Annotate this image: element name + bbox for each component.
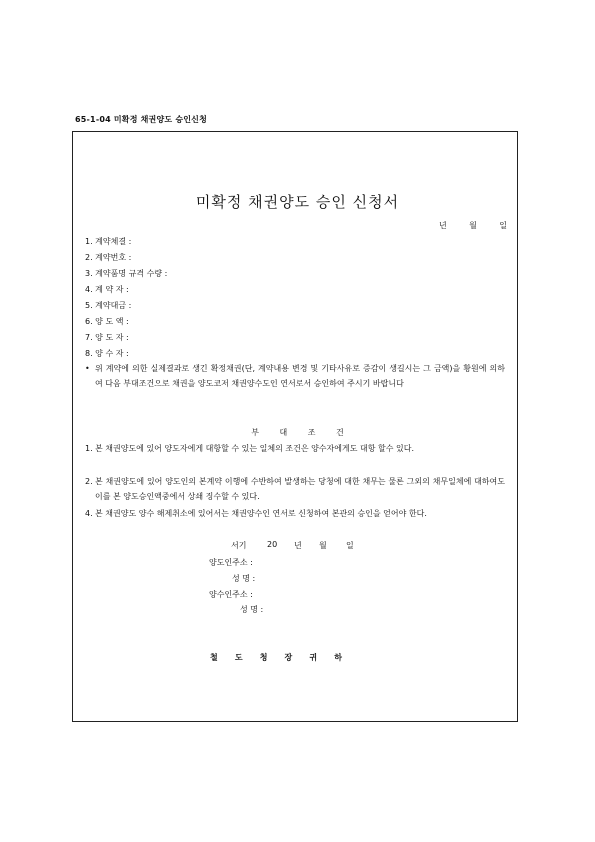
date-year-label: 년 [439, 221, 447, 230]
condition-4-text: 본 채권양도 양수 해제취소에 있어서는 채권양수인 연서로 신청하여 본관의 승인을 얻어야 한다. [95, 509, 427, 518]
condition-1-number: 1. [85, 444, 93, 453]
authority-char-3: 청 [259, 653, 268, 662]
date-day-label: 일 [499, 221, 507, 230]
authority-char-1: 철 [210, 653, 218, 662]
sign-date-label: 서기 [231, 541, 247, 550]
sign-year-prefix: 20 [267, 540, 278, 549]
assignor-address-field: 양도인주소 : [209, 558, 253, 567]
item-contract-number: 2. 계약번호 : [85, 253, 132, 262]
item-contractor: 4. 계 약 자 : [85, 285, 129, 294]
authority-char-2: 도 [234, 653, 243, 662]
document-title: 미확정 채권양도 승인 신청서 [195, 193, 400, 211]
sign-year-label: 년 [294, 541, 302, 550]
authority-char-6: 하 [334, 653, 342, 662]
sign-month-label: 월 [319, 541, 327, 550]
condition-4-number: 4. [85, 509, 93, 518]
condition-2 [85, 474, 505, 504]
item-product-spec: 3. 계약품명 규격 수량 : [85, 269, 168, 278]
request-text: 위 계약에 의한 실제결과로 생긴 확정채권(단, 계약내용 변경 및 기타사유로 증감이 생길시는 그 금액)을 황원에 의하여 다음 부대조건으로 채권을 양도코저 채권양수도인 연서로서 승인하여 주시기 바랍니다 [95, 364, 505, 388]
item-contract-date: 1. 계약체결 : [85, 237, 132, 246]
item-assignee: 8. 양 수 자 : [85, 349, 129, 358]
condition-1-text: 본 채권양도에 있어 양도자에게 대항할 수 있는 일체의 조건은 양수자에게도 대항 할수 있다. [95, 444, 414, 453]
conditions-heading: 부 대 조 건 [251, 428, 353, 437]
header-date [439, 220, 507, 231]
condition-4 [85, 506, 505, 521]
date-month-label: 월 [469, 221, 477, 230]
item-transfer-amount: 6. 양 도 액 : [85, 317, 129, 326]
request-bullet: • [85, 364, 90, 373]
condition-2-number: 2. [85, 477, 93, 486]
contract-items [85, 234, 167, 362]
authority-char-4: 장 [284, 653, 293, 662]
item-contract-amount: 5. 계약대금 : [85, 301, 132, 310]
assignor-name-field: 성 명 : [232, 574, 256, 583]
form-code: 65-1-04 미확정 채권양도 승인신청 [75, 115, 208, 124]
assignee-address-field: 양수인주소 : [209, 590, 253, 599]
authority-addressee [210, 652, 342, 663]
sign-day-label: 일 [346, 541, 354, 550]
condition-2-text: 본 채권양도에 있어 양도인의 본계약 이행에 수반하여 발생하는 당청에 대한 채무는 물론 그외의 채무일체에 대하여도 이를 본 양도승인액중에서 상쇄 징수할 수 있다. [95, 477, 505, 501]
assignee-name-field: 성 명 : [240, 605, 264, 614]
request-paragraph [85, 361, 505, 391]
condition-1 [85, 441, 505, 456]
authority-char-5: 귀 [309, 653, 318, 662]
item-assignor: 7. 양 도 자 : [85, 333, 129, 342]
